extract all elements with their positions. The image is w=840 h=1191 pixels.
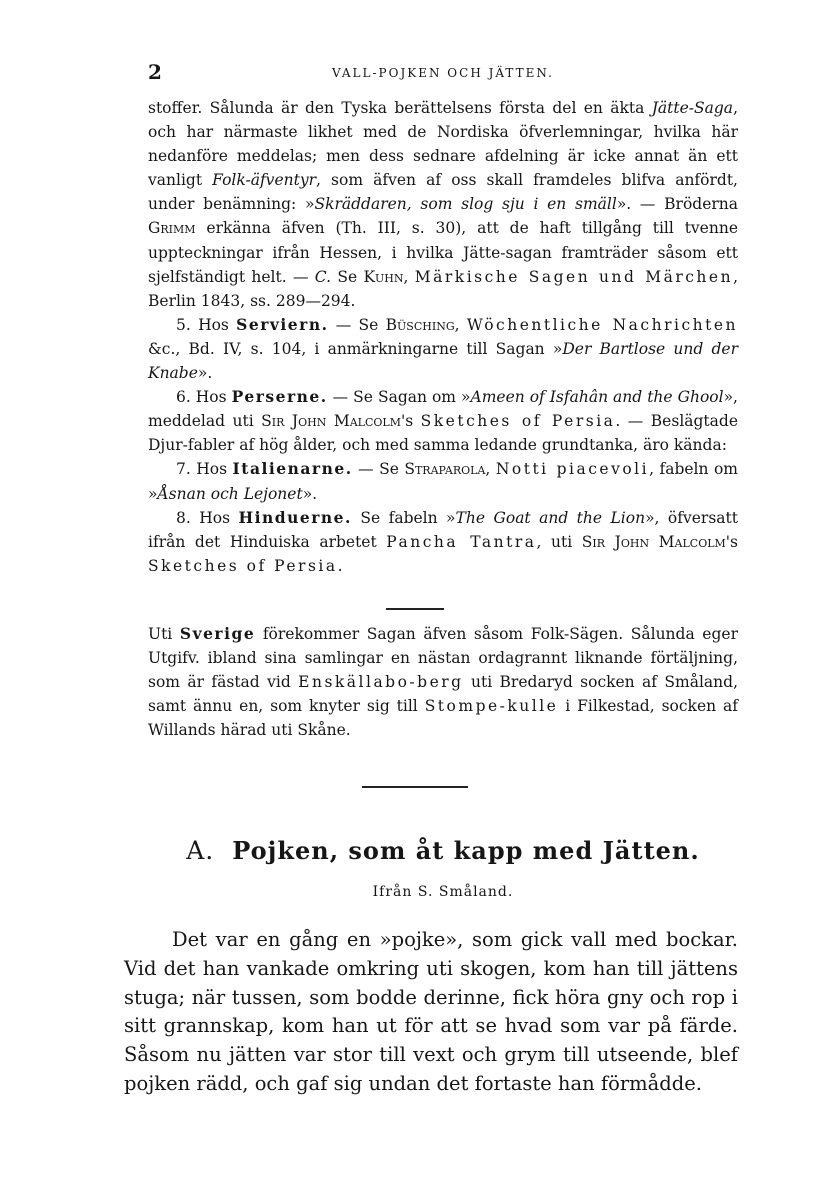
section-divider [386, 608, 444, 610]
author-name: Grimm [148, 219, 196, 238]
story-paragraph: Det var en gång en »pojke», som gick vall med bockar. Vid det han vankade omkring uti skogen, kom han till jättens stuga; när tussen, som bodde derinne, fick höra gny och rop i sitt grannskap, kom han ut för att se hvad som var på färde. Såsom nu jätten var stor till vext och grym till utseende, blef pojken rädd, och gaf sig undan det fortaste han förmådde. [124, 928, 738, 1095]
text: uti Bredaryd socken af Småland, samt ännu en, som knyter sig till [148, 673, 738, 716]
text: The Goat and the Lion [455, 508, 646, 527]
running-title: VALL-POJKEN OCH JÄTTEN. [332, 66, 554, 80]
text: , och har närmaste likhet med de Nordiska öfverlemningar, hvilka här nedanföre meddelas; men dess sednare afdelning är icke annat än ett vanligt [148, 99, 738, 190]
author-name: Sir John Malcolm [581, 532, 726, 551]
text: Folk-äfventyr [212, 171, 316, 190]
author-name: Straparola [404, 460, 486, 479]
text: , fabeln om » [148, 460, 739, 503]
text: erkänna äfven (Th. III, s. 30), att de haft tillgång till tvenne uppteckningar ifrån Hessen, i hvilka Jätte-sagan framträder såsom ett sjelfständigt helt. — [148, 219, 738, 286]
text: Se fabeln » [351, 508, 456, 527]
note-8 [148, 506, 738, 578]
text: 's [400, 412, 421, 431]
tale-title [148, 836, 738, 865]
note-6 [148, 385, 738, 457]
place-name: Enskällabo-berg [298, 673, 464, 692]
text: , Berlin 1843, ss. 289—294. [148, 267, 738, 310]
note-5 [148, 313, 738, 385]
text: ». [197, 364, 213, 383]
text: . — Beslägtade Djur-fabler af hög ålder, och med samma ledande grundtanka, äro kända: [148, 412, 738, 455]
tale-label: A. [186, 836, 215, 865]
page-header [148, 60, 738, 86]
text: förekommer Sagan äfven såsom Folk-Sägen. Sålunda eger Utgifv. ibland sina samlingar en nästan ordagrannt liknande förtäljning, som är fästad vid [148, 625, 738, 692]
text: Jätte-Saga [651, 99, 734, 117]
text: — Se Sagan om » [327, 388, 471, 407]
text: ». [302, 484, 318, 503]
text: », meddelad uti [148, 388, 738, 431]
people-name: Hinduerne. [238, 507, 352, 527]
work-title: Pancha Tantra [386, 532, 537, 551]
tale-title-text: Pojken, som åt kapp med Jätten. [232, 836, 700, 865]
people-name: Perserne. [231, 387, 328, 407]
note-7 [148, 457, 738, 505]
notes-section [148, 96, 738, 578]
text: Se [331, 267, 364, 286]
text: , uti [536, 532, 582, 551]
text: ». — Bröderna [616, 195, 739, 214]
place-name: Stompe-kulle [424, 697, 559, 716]
text: Uti [148, 625, 180, 643]
text: . [337, 556, 343, 575]
text: stoffer. Sålunda är den Tyska berättelsens första del en äkta [148, 99, 652, 117]
sweden-text [148, 622, 738, 742]
text: Ameen of Isfahân and the Ghool [470, 388, 724, 407]
text: 8. Hos [176, 508, 239, 527]
author-name: Büsching [385, 315, 455, 334]
text: , som äfven af oss skall framdeles blifva anfördt, under benämning: » [148, 171, 738, 214]
section-divider [362, 786, 468, 788]
work-title: Sketches of Persia [148, 556, 338, 575]
text: Åsnan och Lejonet [157, 484, 303, 503]
text: C. [314, 267, 332, 286]
people-name: Italienarne. [232, 459, 353, 479]
text: , [454, 315, 467, 334]
text: &c., Bd. IV, s. 104, i anmärkningarne till Sagan » [148, 339, 563, 358]
text: 's [725, 532, 738, 551]
text: , [485, 460, 496, 479]
story-body [124, 926, 738, 1099]
tale-source: Ifrån S. Småland. [372, 884, 514, 900]
work-title: Sketches of Persia [420, 412, 616, 431]
text: Der Bartlose und der Knabe [148, 339, 738, 383]
sweden-paragraph [148, 622, 738, 742]
text: 5. Hos [176, 315, 237, 334]
work-title: Märkische Sagen und Märchen [414, 267, 734, 286]
country-name: Sverige [179, 624, 256, 643]
text: — Se [328, 315, 386, 334]
note-paragraph-continued [148, 96, 738, 313]
text: — Se [352, 460, 405, 479]
text: », öfversatt ifrån det Hinduiska arbetet [148, 508, 738, 551]
text: Skräddaren, som slog sju i en smäll [314, 195, 617, 214]
author-name: Sir John Malcolm [261, 412, 401, 431]
text: 7. Hos [176, 460, 233, 479]
work-title: Wöchentliche Nachrichten [466, 315, 739, 334]
work-title: Notti piacevoli [495, 460, 650, 479]
text: , [403, 267, 415, 286]
text: i Filkestad, socken af Willands härad uti Skåne. [148, 697, 738, 740]
text: 6. Hos [176, 388, 232, 407]
page-number: 2 [148, 60, 162, 84]
people-name: Serviern. [236, 314, 329, 334]
author-name: Kuhn [363, 267, 404, 286]
